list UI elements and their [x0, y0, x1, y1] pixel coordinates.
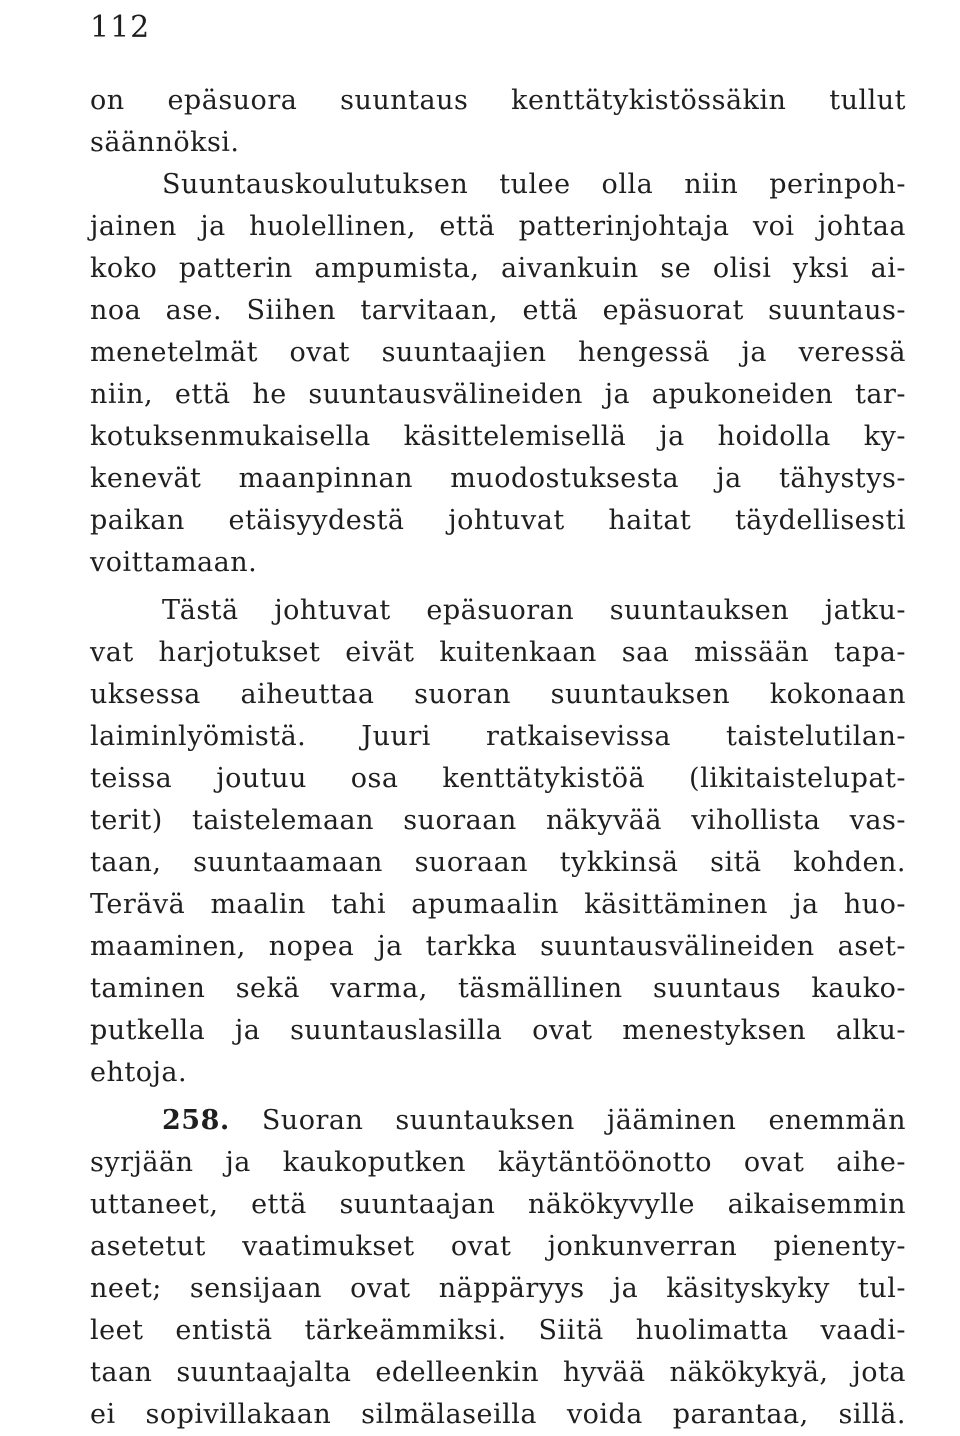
text-line: uksessa aiheuttaa suoran suuntauksen kokonaan [90, 679, 906, 710]
text-line: terit) taistelemaan suoraan näkyvää vihollista vas- [90, 805, 906, 836]
text-line: ei sopivillakaan silmälaseilla voida parantaa, sillä. [90, 1399, 906, 1430]
text-line: laiminlyömistä. Juuri ratkaisevissa taistelutilan- [90, 721, 906, 752]
text-line: neet; sensijaan ovat näppäryys ja käsityskyky tul- [90, 1273, 906, 1304]
text-line: voittamaan. [90, 547, 258, 578]
text-line: ehtoja. [90, 1057, 188, 1088]
text-line: taan suuntaajalta edelleenkin hyvää näkökykyä, jota [90, 1357, 906, 1388]
paragraph [90, 590, 906, 1094]
text-line: kenevät maanpinnan muodostuksesta ja tähystys- [90, 463, 906, 494]
text-line: noa ase. Siihen tarvitaan, että epäsuorat suuntaus- [90, 295, 906, 326]
text-line: niin, että he suuntausvälineiden ja apukoneiden tar- [90, 379, 906, 410]
text-line: jainen ja huolellinen, että patterinjohtaja voi johtaa [90, 211, 906, 242]
text-line: taan, suuntaamaan suoraan tykkinsä sitä kohden. [90, 847, 906, 878]
text-line: vat harjotukset eivät kuitenkaan saa missään tapa- [90, 637, 906, 668]
text-line: paikan etäisyydestä johtuvat haitat täydellisesti [90, 505, 906, 536]
text-line: putkella ja suuntauslasilla ovat menestyksen alku- [90, 1015, 906, 1046]
section-first-line [90, 1100, 906, 1142]
text-line: Suuntauskoulutuksen tulee olla niin perinpoh- [162, 169, 906, 200]
text-line: säännöksi. [90, 127, 240, 158]
text-line: leet entistä tärkeämmiksi. Siitä huolimatta vaadi- [90, 1315, 906, 1346]
text-line: taminen sekä varma, täsmällinen suuntaus kauko- [90, 973, 906, 1004]
body-text [90, 80, 906, 1436]
text-line: kotuksenmukaisella käsittelemisellä ja hoidolla ky- [90, 421, 906, 452]
text-line: on epäsuora suuntaus kenttätykistössäkin tullut [90, 85, 906, 116]
text-line: syrjään ja kaukoputken käytäntöönotto ovat aihe- [90, 1147, 906, 1178]
text-line: menetelmät ovat suuntaajien hengessä ja veressä [90, 337, 906, 368]
section-number: 258. [162, 1105, 230, 1136]
section-258 [90, 1100, 906, 1436]
paragraph [90, 80, 906, 164]
text-line: teissa joutuu osa kenttätykistöä (likitaistelupat- [90, 763, 906, 794]
text-line: asetetut vaatimukset ovat jonkunverran pienenty- [90, 1231, 906, 1262]
text-line: Terävä maalin tahi apumaalin käsittäminen ja huo- [90, 889, 906, 920]
text-line: koko patterin ampumista, aivankuin se olisi yksi ai- [90, 253, 906, 284]
page-number: 112 [90, 10, 151, 45]
text-line: uttaneet, että suuntaajan näkökyvylle aikaisemmin [90, 1189, 906, 1220]
text-line: Suoran suuntauksen jääminen enemmän [261, 1105, 906, 1136]
paragraph [90, 164, 906, 584]
text-line: Tästä johtuvat epäsuoran suuntauksen jatku- [162, 595, 906, 626]
text-line: maaminen, nopea ja tarkka suuntausvälineiden aset- [90, 931, 906, 962]
